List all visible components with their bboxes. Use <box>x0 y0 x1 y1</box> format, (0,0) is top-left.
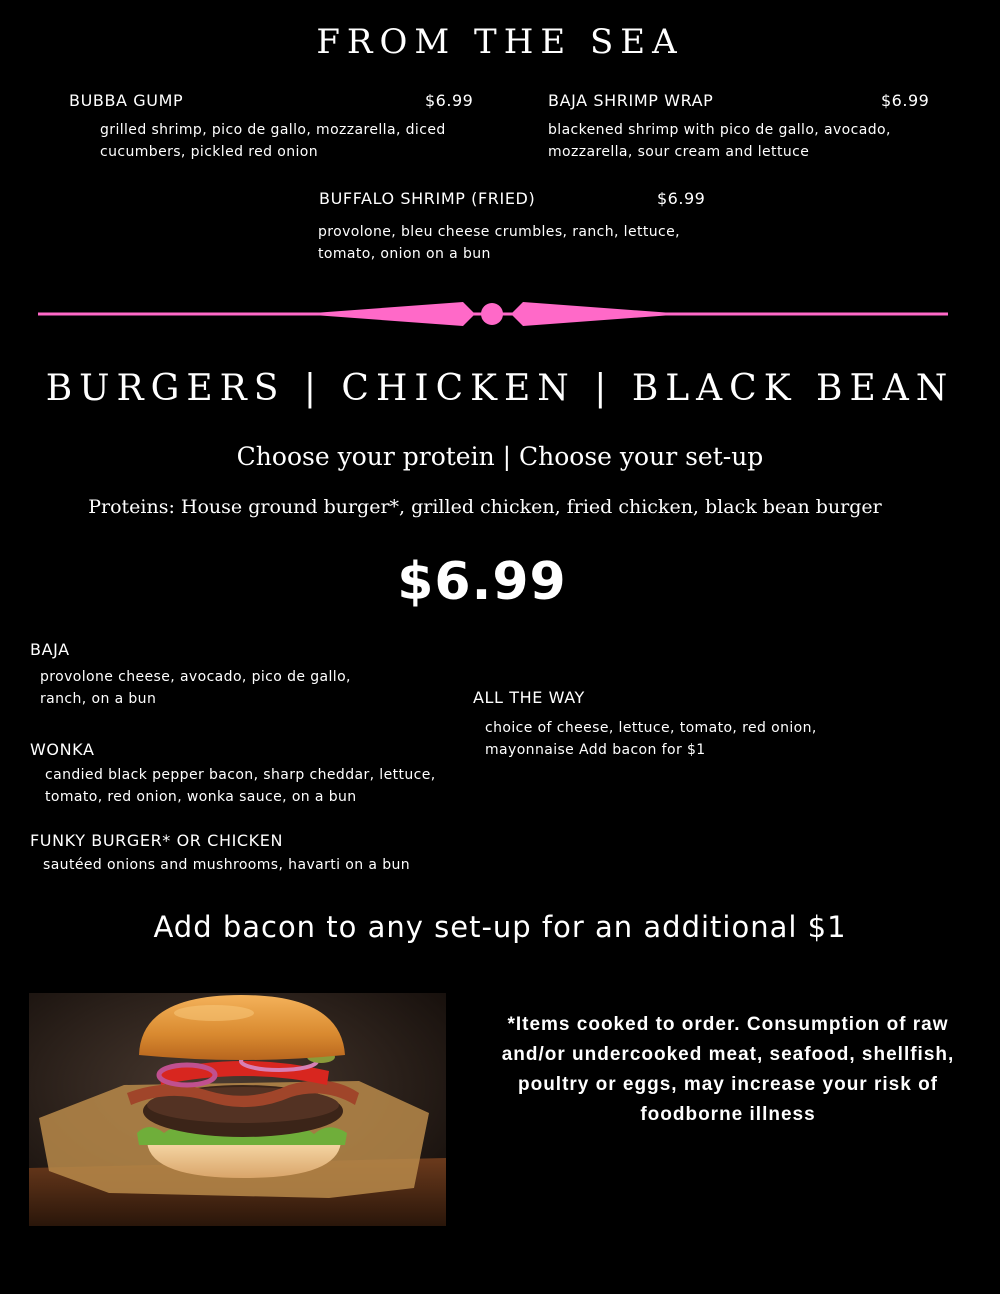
setup-desc-funky <box>43 854 463 876</box>
desc-line: provolone cheese, avocado, pico de gallo, <box>40 669 351 685</box>
desc-line: tomato, red onion, wonka sauce, on a bun <box>45 789 357 805</box>
setup-desc-wonka <box>45 764 465 808</box>
menu-item-price-buffalo-shrimp: $6.99 <box>657 189 706 208</box>
menu-item-desc-buffalo-shrimp <box>318 221 738 265</box>
setup-desc-all-the-way <box>485 717 905 761</box>
disclaimer-line: poultry or eggs, may increase your risk of <box>517 1074 938 1095</box>
desc-line: cucumbers, pickled red onion <box>100 144 319 160</box>
section-title-burgers: BURGERS | CHICKEN | BLACK BEAN <box>45 368 955 409</box>
setup-name-wonka: WONKA <box>30 740 95 759</box>
menu-item-desc-baja-shrimp-wrap <box>548 119 968 163</box>
menu-item-price-bubba-gump: $6.99 <box>425 91 474 110</box>
disclaimer-line: foodborne illness <box>640 1104 816 1125</box>
divider-left-wedge <box>300 302 475 326</box>
food-safety-disclaimer <box>480 1010 976 1130</box>
menu-item-price-baja-shrimp-wrap: $6.99 <box>881 91 930 110</box>
bun-highlight <box>174 1005 254 1021</box>
desc-line: choice of cheese, lettuce, tomato, red onion, <box>485 720 817 736</box>
disclaimer-line: and/or undercooked meat, seafood, shellfish, <box>501 1044 955 1065</box>
bacon-addon-note: Add bacon to any set-up for an additional $1 <box>153 910 847 944</box>
desc-line: mozzarella, sour cream and lettuce <box>548 144 810 160</box>
desc-line: candied black pepper bacon, sharp cheddar, lettuce, <box>45 767 436 783</box>
divider-right-wedge <box>511 302 686 326</box>
desc-line: grilled shrimp, pico de gallo, mozzarella, diced <box>100 122 446 138</box>
desc-line: tomato, onion on a bun <box>318 246 491 262</box>
desc-line: sautéed onions and mushrooms, havarti on a bun <box>43 857 411 873</box>
desc-line: blackened shrimp with pico de gallo, avocado, <box>548 122 891 138</box>
desc-line: mayonnaise Add bacon for $1 <box>485 742 706 758</box>
section-subtitle: Choose your protein | Choose your set-up <box>236 442 764 471</box>
setup-desc-baja <box>40 666 460 710</box>
menu-item-name-baja-shrimp-wrap: BAJA SHRIMP WRAP <box>548 91 714 110</box>
desc-line: provolone, bleu cheese crumbles, ranch, lettuce, <box>318 224 681 240</box>
setup-name-baja: BAJA <box>30 640 70 659</box>
menu-item-desc-bubba-gump <box>100 119 500 163</box>
disclaimer-line: *Items cooked to order. Consumption of raw <box>507 1014 949 1035</box>
menu-item-name-buffalo-shrimp: BUFFALO SHRIMP (FRIED) <box>319 189 536 208</box>
desc-line: ranch, on a bun <box>40 691 157 707</box>
ornamental-divider <box>38 296 948 332</box>
divider-center-dot <box>481 303 503 325</box>
setup-price: $6.99 <box>397 552 567 612</box>
setup-name-all-the-way: ALL THE WAY <box>473 688 585 707</box>
burger-photo <box>29 993 446 1226</box>
proteins-list: Proteins: House ground burger*, grilled chicken, fried chicken, black bean burger <box>88 496 882 518</box>
setup-name-funky: FUNKY BURGER* OR CHICKEN <box>30 831 284 850</box>
menu-item-name-bubba-gump: BUBBA GUMP <box>69 91 184 110</box>
section-title-from-the-sea: FROM THE SEA <box>316 22 684 62</box>
